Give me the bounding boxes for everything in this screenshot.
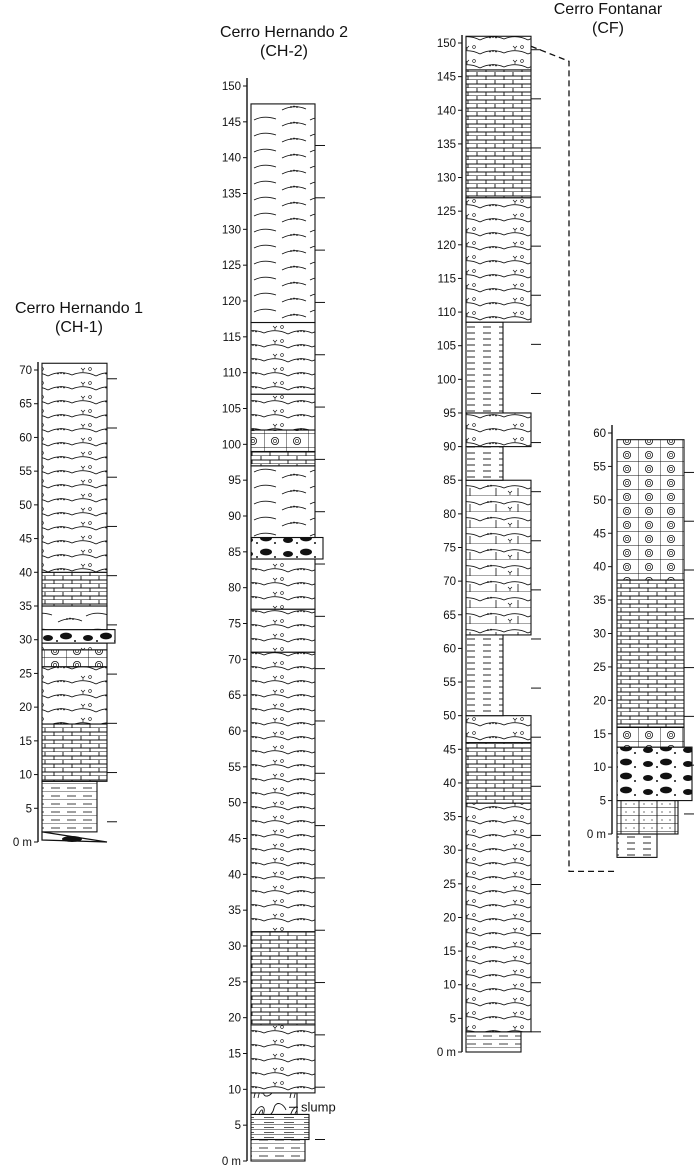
tick-label-ch1-10: 50 [19,499,32,512]
unit-cf-2 [466,743,531,804]
tick-label-ch2-30: 150 [221,81,241,93]
tick-label-ch2-19: 95 [228,475,241,488]
unit-ch2-11 [251,430,315,452]
tick-label-ch2-28: 140 [221,152,241,165]
tick-label-ch2-15: 75 [228,618,241,631]
ch1-title-code: (CH-1) [55,319,103,336]
tick-label-ch1-6: 30 [19,634,32,647]
tick-label-cf-21: 105 [436,340,456,353]
tick-label-ch2-24: 120 [221,296,241,308]
tick-label-ch2-20: 100 [221,439,241,452]
tick-label-ch2-10: 50 [228,797,241,810]
tick-label-ch2-8: 40 [228,869,241,882]
tick-label-ch2-27: 135 [221,188,241,201]
tick-label-cf-30: 150 [436,38,456,50]
tick-label-cf-25: 125 [436,206,456,219]
tick-label-ch1-0: 0 m [12,837,32,849]
tick-label-cf-2: 10 [443,979,456,992]
unit-ch2-4 [251,932,315,1025]
tick-label-cf-4: 20 [443,912,456,925]
unit-ch2-10 [251,452,315,466]
unit-cf-b-2 [617,747,692,800]
tick-label-ch2-2: 10 [228,1084,241,1097]
unit-ch2-12 [251,394,315,430]
unit-ch1-0-pebbles [62,836,82,842]
tick-label-cf-10: 50 [443,710,456,723]
unit-cf-3 [466,716,531,743]
tick-label-ch2-4: 20 [228,1012,241,1025]
unit-cf-b-3 [617,727,684,747]
column-cf [466,36,531,1052]
tick-label-cf-28: 140 [436,105,456,118]
tick-label-cf-0: 0 m [436,1047,456,1059]
unit-ch2-9 [251,466,315,538]
unit-cf-b-5 [617,440,684,580]
unit-ch2-13 [251,323,315,395]
unit-ch1-8 [42,572,107,606]
unit-cf-5 [466,480,531,635]
tick-label-ch2-16: 80 [228,582,241,595]
unit-cf-9 [466,198,531,322]
unit-ch1-5 [42,643,107,650]
slump-label: slump [301,1099,336,1115]
tick-label-cf-13: 65 [443,609,456,622]
tick-label-cf-5: 25 [443,878,456,891]
tick-label-ch2-12: 60 [228,726,241,738]
unit-ch2-8 [251,538,323,560]
tick-label-cf-6: 30 [443,845,456,858]
tick-label-cf-19: 95 [443,407,456,420]
tick-label-cf-b-12: 60 [593,428,606,440]
tick-label-ch2-17: 85 [228,546,241,559]
tick-label-cf-20: 100 [436,374,456,387]
tick-label-ch2-14: 70 [228,654,241,667]
tick-label-cf-b-3: 15 [593,728,606,741]
unit-cf-b-4 [617,580,684,727]
tick-label-ch2-5: 25 [228,976,241,989]
tick-label-ch2-23: 115 [222,331,241,344]
unit-ch2-14 [251,104,315,323]
unit-ch1-7 [42,606,107,630]
correlation-dashed-line [531,46,615,871]
tick-label-cf-17: 85 [443,475,456,488]
tick-label-cf-16: 80 [443,508,456,521]
tick-label-ch2-26: 130 [221,224,241,237]
unit-ch1-1 [42,781,97,832]
tick-label-cf-15: 75 [443,542,456,555]
tick-label-cf-b-9: 45 [593,528,606,541]
unit-cf-b-0 [617,834,657,857]
tick-label-cf-27: 135 [436,138,456,151]
tick-label-ch2-18: 90 [228,511,241,523]
unit-ch2-1 [251,1114,309,1139]
ch1-title-name: Cerro Hernando 1 [14,300,144,317]
tick-label-ch2-3: 15 [228,1048,241,1061]
unit-ch1-2 [42,724,107,781]
column-cf-b [617,440,692,858]
tick-label-cf-1: 5 [449,1013,456,1026]
tick-label-cf-b-0: 0 m [586,829,606,841]
tick-label-ch1-14: 70 [19,365,32,377]
unit-ch2-7 [251,559,315,609]
unit-ch1-3 [42,667,107,724]
tick-label-cf-18: 90 [443,441,456,454]
cf-title-name: Cerro Fontanar [553,1,663,18]
column-ch1 [42,363,115,842]
unit-cf-4 [466,635,503,716]
tick-label-cf-26: 130 [436,172,456,185]
tick-label-cf-8: 40 [443,777,456,790]
tick-label-ch1-4: 20 [19,702,32,715]
unit-cf-8 [466,322,503,413]
tick-label-cf-14: 70 [443,576,456,589]
tick-label-cf-b-11: 55 [593,461,606,474]
unit-cf-6 [466,447,503,481]
tick-label-cf-b-6: 30 [593,628,606,641]
tick-label-ch2-13: 65 [228,690,241,703]
tick-label-ch2-11: 55 [228,761,241,774]
tick-label-ch2-22: 110 [222,367,241,380]
unit-ch1-6 [42,630,115,643]
ch2-title-code: (CH-2) [260,43,308,60]
tick-label-cf-b-2: 10 [593,762,606,775]
unit-cf-10 [466,70,531,198]
unit-cf-b-1 [617,801,678,834]
tick-label-ch2-7: 35 [228,905,241,918]
tick-label-cf-23: 115 [437,273,456,286]
column-ch2 [251,104,323,1161]
tick-label-cf-3: 15 [443,946,456,959]
tick-label-ch2-25: 125 [221,260,241,273]
unit-ch2-0 [251,1140,305,1162]
unit-ch2-2 [251,1093,297,1115]
tick-label-cf-b-7: 35 [593,595,606,608]
ch2-title-name: Cerro Hernando 2 [219,24,349,41]
tick-label-ch2-1: 5 [234,1120,241,1133]
tick-label-cf-12: 60 [443,643,456,656]
unit-ch2-6 [251,609,315,652]
tick-label-ch2-9: 45 [228,833,241,846]
tick-label-ch1-5: 25 [19,668,32,681]
tick-label-ch1-11: 55 [19,466,32,479]
tick-label-cf-29: 145 [436,71,456,84]
tick-label-ch1-13: 65 [19,398,32,411]
tick-label-cf-7: 35 [443,811,456,824]
tick-label-ch1-7: 35 [19,601,32,613]
unit-ch2-3 [251,1025,315,1093]
tick-label-ch2-29: 145 [221,116,241,129]
unit-ch2-5 [251,652,315,932]
tick-label-ch1-3: 15 [19,735,32,748]
tick-label-ch1-2: 10 [19,769,32,782]
tick-label-cf-22: 110 [437,307,456,320]
tick-label-ch1-1: 5 [25,803,32,816]
tick-label-ch1-9: 45 [19,533,32,546]
unit-cf-0 [466,1032,521,1052]
unit-cf-7 [466,413,531,447]
unit-cf-1 [466,803,531,1032]
tick-label-ch1-12: 60 [19,432,32,445]
tick-label-cf-b-1: 5 [599,795,606,808]
unit-ch1-9 [42,363,107,572]
tick-label-ch2-0: 0 m [221,1156,241,1167]
unit-ch1-4 [42,650,107,667]
tick-label-cf-11: 55 [443,677,456,690]
unit-cf-11 [466,36,531,70]
tick-label-cf-b-8: 40 [593,561,606,574]
tick-label-ch2-6: 30 [228,941,241,953]
tick-label-cf-b-4: 20 [593,695,606,708]
tick-label-cf-b-10: 50 [593,494,606,507]
tick-label-ch2-21: 105 [221,403,241,416]
tick-label-cf-24: 120 [436,239,456,252]
tick-label-cf-b-5: 25 [593,661,606,674]
tick-label-cf-9: 45 [443,744,456,757]
cf-title-code: (CF) [592,20,624,37]
tick-label-ch1-8: 40 [19,567,32,580]
